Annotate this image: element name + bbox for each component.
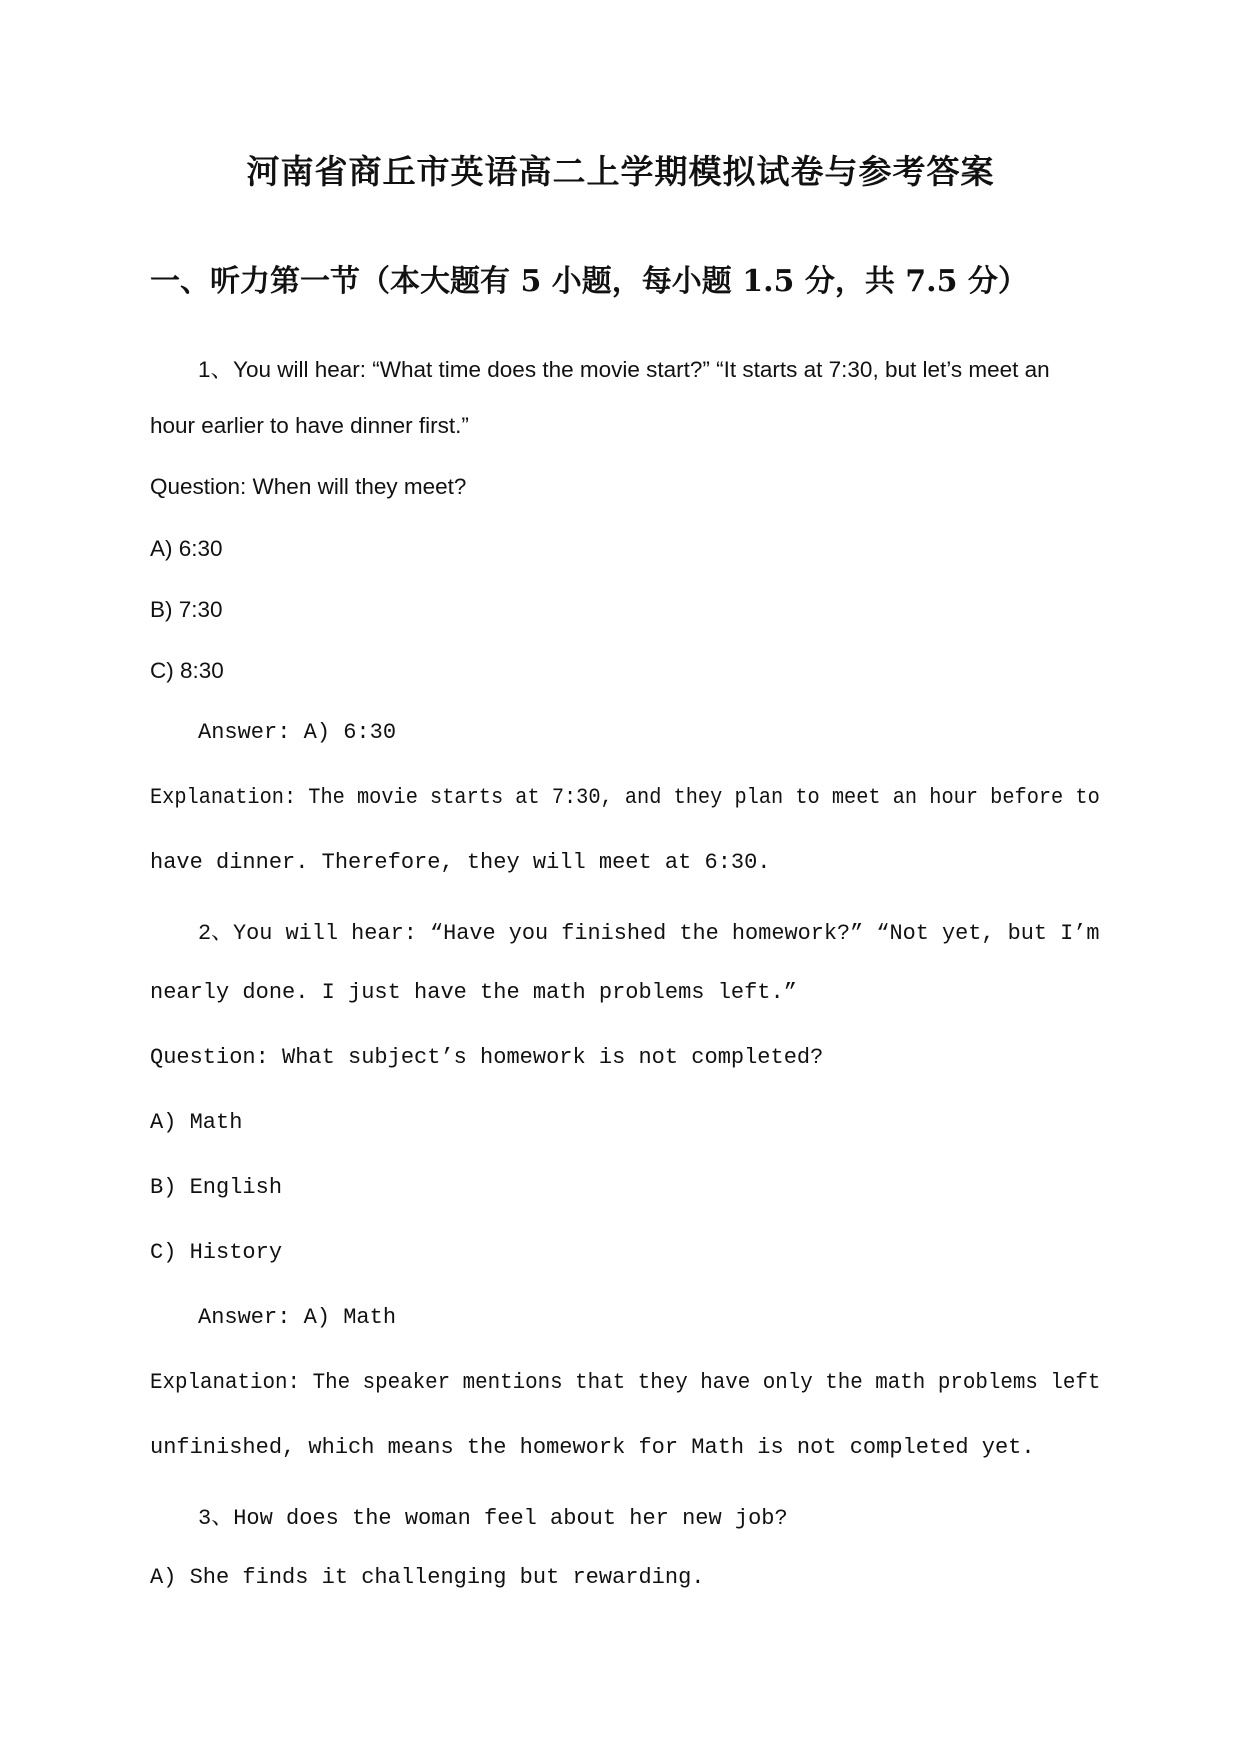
- q3-option-a: A) She finds it challenging but rewarding.: [150, 1565, 705, 1590]
- q2-question: Question: What subject’s homework is not completed?: [150, 1045, 824, 1070]
- q1-option-a: A) 6:30: [150, 536, 223, 561]
- q2-option-c: C) History: [150, 1240, 283, 1265]
- q2-option-b: B) English: [150, 1175, 283, 1200]
- q2-prompt-line1: 2、You will hear: “Have you finished the homework?” “Not yet, but I’m: [198, 921, 1100, 946]
- q1-option-c: C) 8:30: [150, 658, 224, 683]
- q1-explanation-line2: have dinner. Therefore, they will meet at 6:30.: [150, 850, 771, 875]
- q3-prompt-line1: 3、How does the woman feel about her new job?: [198, 1506, 788, 1531]
- q2-explanation-line2: unfinished, which means the homework for Math is not completed yet.: [150, 1435, 1035, 1460]
- q2-prompt-line2: nearly done. I just have the math problems left.”: [150, 980, 797, 1005]
- section-heading: 一、听力第一节（本大题有 5 小题，每小题 1.5 分，共 7.5 分）: [150, 264, 1028, 299]
- q1-explanation-line1: Explanation: The movie starts at 7:30, and they plan to meet an hour before to: [150, 785, 1100, 810]
- q2-answer: Answer: A) Math: [198, 1305, 397, 1330]
- q1-question: Question: When will they meet?: [150, 474, 467, 499]
- q1-answer: Answer: A) 6:30: [198, 720, 397, 745]
- q1-option-b: B) 7:30: [150, 597, 223, 622]
- q1-prompt-line1: 1、You will hear: “What time does the movie start?” “It starts at 7:30, but let’s meet an: [198, 357, 1050, 382]
- document-title: 河南省商丘市英语高二上学期模拟试卷与参考答案: [246, 152, 995, 191]
- q1-prompt-line2: hour earlier to have dinner first.”: [150, 413, 469, 438]
- q2-explanation-line1: Explanation: The speaker mentions that they have only the math problems left: [150, 1370, 1101, 1395]
- q2-option-a: A) Math: [150, 1110, 243, 1135]
